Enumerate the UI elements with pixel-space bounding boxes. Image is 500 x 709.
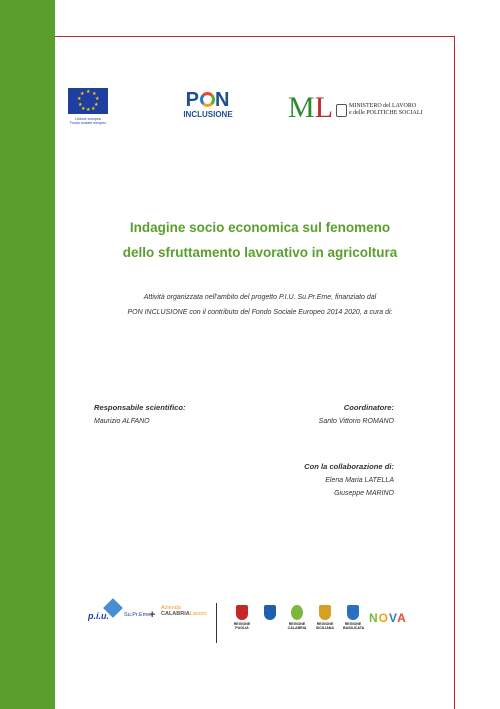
pon-letter-p: P [185,89,200,111]
nova-letter: N [369,611,379,625]
intro-line-1: Attività organizzata nell'ambito del progetto P.I.U. Su.Pr.Eme, finanziato dal [143,294,377,301]
region-logo-calabria [287,605,307,630]
azienda-calabria-lavoro-logo [161,605,207,617]
eu-flag-icon: ★ ★ ★ ★ ★ ★ ★ ★ ★ ★ [68,88,108,114]
ministry-logo [288,92,428,126]
region-crest-icon [347,605,359,620]
ministry-l-letter: L [314,91,334,124]
intro-line-2: PON INCLUSIONE con il contributo del Fondo Sociale Europeo 2014 2020, a cura di: [127,309,393,316]
partner-logos [88,603,428,643]
logo-divider [216,603,217,643]
ministry-name-line-1: MINISTERO del LAVORO [349,103,417,109]
ministry-name [349,103,423,117]
region-crest-icon [236,605,248,620]
calabria-label: CALABRIA [161,611,190,617]
region-crest-icon [264,605,276,620]
collaborazione-label: Con la collaborazione di: [304,462,394,471]
plus-sign: + [149,609,156,621]
intro-text [60,290,460,320]
region-crest-icon [319,605,331,620]
region-logo-campania [260,605,280,622]
azienda-label: Azienda [161,605,181,611]
ministry-name-line-2: e delle POLITICHE SOCIALI [349,110,423,116]
ministry-ml-mark [288,92,333,124]
nova-letter: V [389,611,398,625]
region-logo-puglia [232,605,252,630]
region-caption: REGIONE CALABRIA [287,622,307,630]
pon-subtitle: INCLUSIONE [183,110,233,119]
region-crest-icon [291,605,303,620]
italian-emblem-icon [336,104,347,117]
document-title [60,215,460,265]
title-line-2: dello sfruttamento lavorativo in agricoltura [122,245,398,260]
pon-wordmark [176,90,240,110]
lavoro-label: Lavoro [189,611,207,617]
collaboratore-name: Giuseppe MARINO [334,490,394,497]
nova-letter: A [397,611,407,625]
green-sidebar-band [0,0,55,709]
responsabile-name: Maurizio ALFANO [94,418,150,425]
supreme-label: Su.Pr.Eme. [124,612,152,618]
region-caption: REGIONE BASILICATA [343,622,365,630]
responsabile-label: Responsabile scientifico: [94,403,186,412]
coordinatore-name: Santo Vittorio ROMANO [318,418,394,425]
region-logo-sicilia [315,605,335,630]
eu-logo [66,88,110,130]
nova-logo [369,611,407,625]
piu-logo: p.i.u. [88,611,109,621]
pon-inclusione-logo [176,90,240,126]
coordinatore-label: Coordinatore: [343,403,394,412]
region-caption: REGIONE SICILIANA [316,622,334,630]
nova-letter: O [378,611,390,625]
region-caption: REGIONE PUGLIA [233,622,251,630]
pon-letter-n: N [214,89,231,111]
eu-caption [66,117,110,126]
ministry-m-letter: M [288,91,315,124]
title-line-1: Indagine socio economica sul fenomeno [129,220,391,235]
eu-caption-line-1: Unione europea [75,117,101,121]
eu-caption-line-2: Fondo sociale europeo [69,121,107,126]
region-logo-basilicata [343,605,363,630]
pon-ring-icon [200,92,215,107]
collaboratore-name: Elena Maria LATELLA [325,477,394,484]
